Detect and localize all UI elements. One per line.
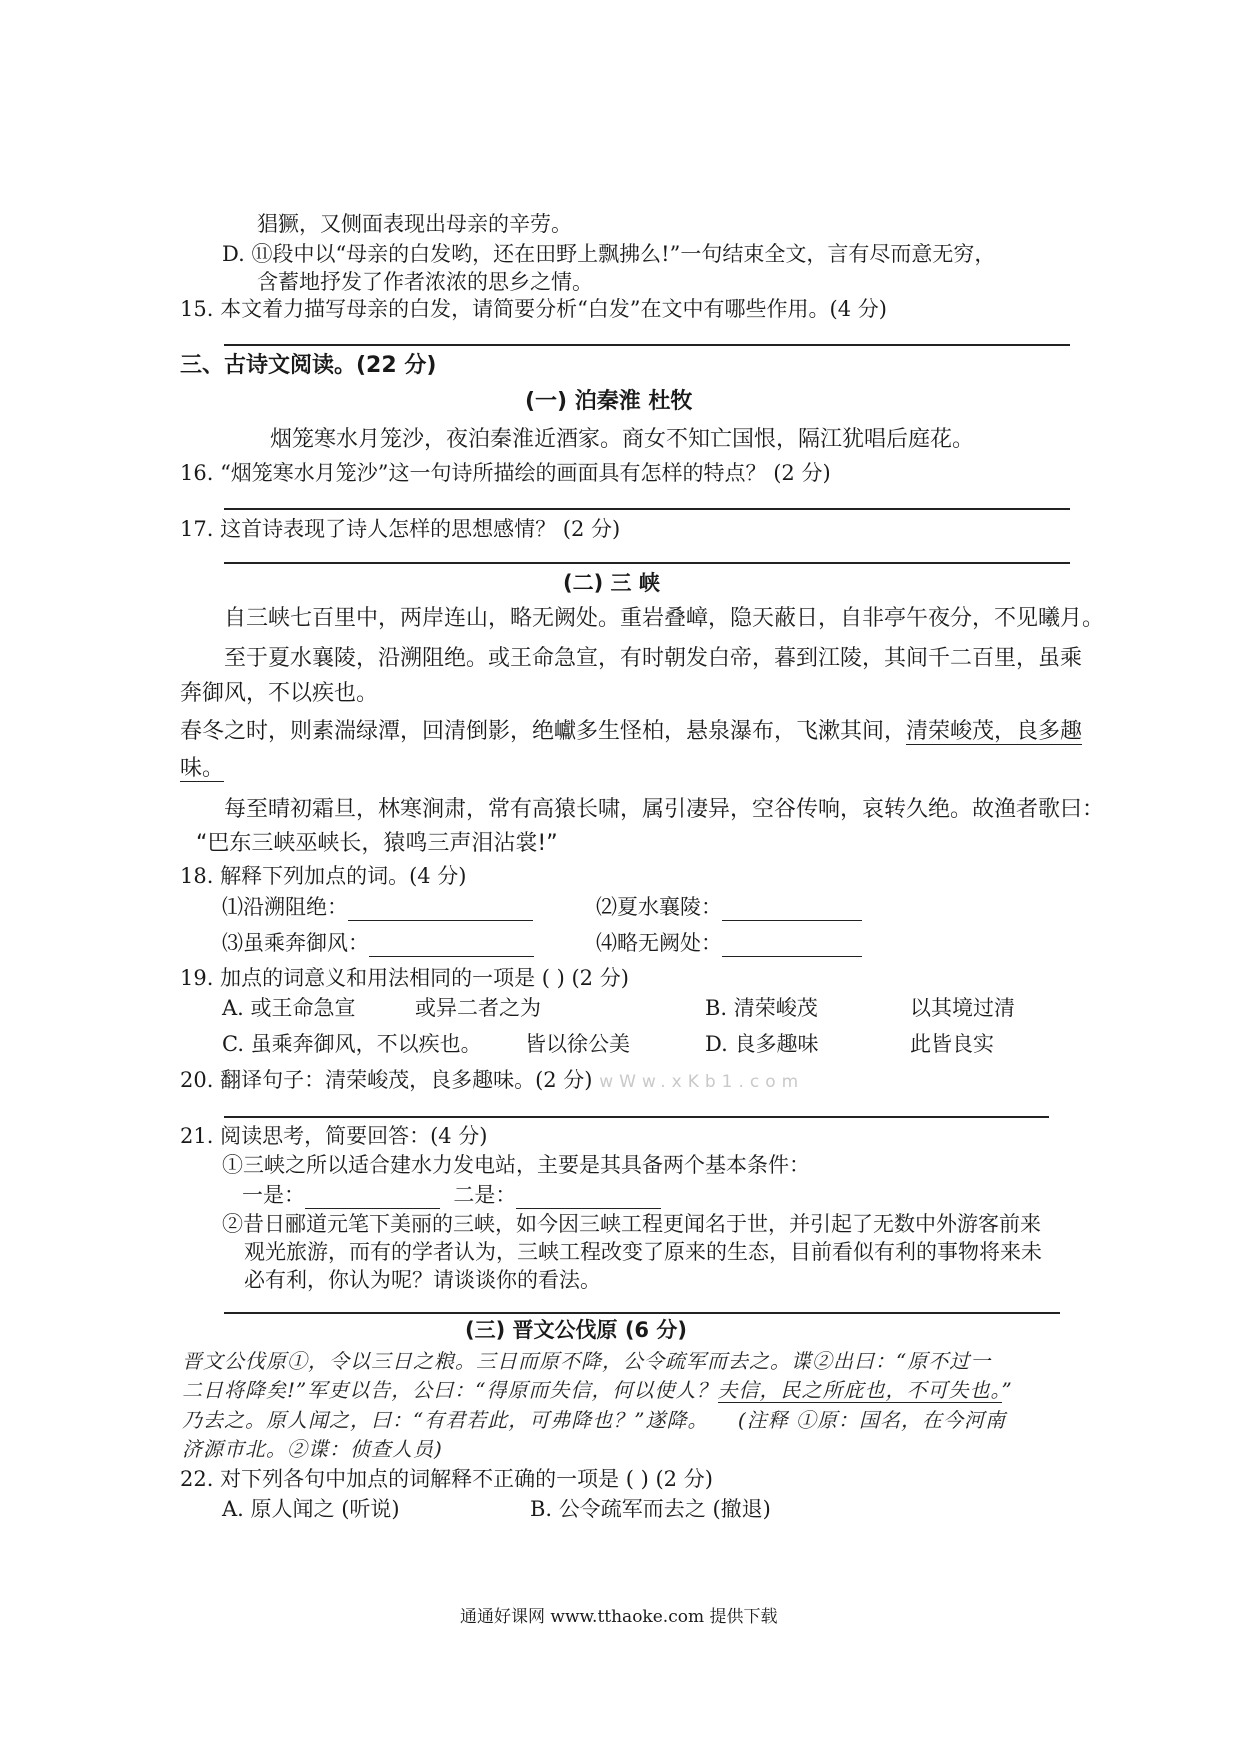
q19-option-b-left: B. 清荣峻茂: [705, 996, 818, 1020]
question-20: 20. 翻译句子：清荣峻茂，良多趣味。(2 分) wWw.xKb1.com: [180, 1068, 805, 1092]
question-17: 17. 这首诗表现了诗人怎样的思想感情？ (2 分): [180, 517, 621, 541]
underlined-phrase: 清荣峻茂，良多趣: [906, 719, 1083, 744]
answer-line-16: [224, 508, 1070, 510]
jinwen-line3: 乃去之。原人闻之，曰：“有君若此，可弗降也？”遂降。 (注释 ①原：国名，在今河南: [182, 1408, 1007, 1432]
poem-text: 烟笼寒水月笼沙，夜泊秦淮近酒家。商女不知亡国恨，隔江犹唱后庭花。: [270, 427, 975, 452]
option-d-line2: 含蓄地抒发了作者浓浓的思乡之情。: [257, 270, 593, 294]
q18-item-4: ⑷略无阙处：: [596, 929, 862, 957]
question-16: 16. “烟笼寒水月笼沙”这一句诗所描绘的画面具有怎样的特点？ (2 分): [180, 461, 831, 485]
jinwen-title: (三) 晋文公伐原 (6 分): [465, 1318, 687, 1342]
answer-line-20: [224, 1116, 1049, 1118]
answer-line-15: [224, 344, 1070, 346]
question-19: 19. 加点的词意义和用法相同的一项是 ( ) (2 分): [180, 966, 629, 990]
q21-sub-2b: 观光旅游，而有的学者认为，三峡工程改变了原来的生态，目前看似有利的事物将来未: [244, 1240, 1042, 1264]
question-15: 15. 本文着力描写母亲的白发，请简要分析“白发”在文中有哪些作用。(4 分): [180, 297, 887, 321]
answer-blank[interactable]: [348, 898, 533, 921]
option-d-line1: D. ⑪段中以“母亲的白发哟，还在田野上飘拂么!”一句结束全文，言有尽而意无穷，: [222, 242, 996, 266]
answer-line-21: [224, 1312, 1060, 1314]
answer-blank[interactable]: [722, 934, 862, 957]
sanxia-p1: 自三峡七百里中，两岸连山，略无阙处。重岩叠嶂，隐天蔽日，自非亭午夜分，不见曦月。: [224, 606, 1105, 631]
answer-blank[interactable]: [369, 934, 534, 957]
q21-sub-2a: ②昔日郦道元笔下美丽的三峡，如今因三峡工程更闻名于世，并引起了无数中外游客前来: [222, 1212, 1041, 1236]
watermark-text: wWw.xKb1.com: [599, 1072, 805, 1092]
q21-blanks: 一是： 二是：: [242, 1181, 661, 1209]
question-21: 21. 阅读思考，简要回答：(4 分): [180, 1124, 488, 1148]
q19-option-c-right: 皆以徐公美: [525, 1032, 630, 1056]
sanxia-p4a: 每至晴初霜旦，林寒涧肃，常有高猿长啸，属引凄异，空谷传响，哀转久绝。故渔者歌曰：: [224, 797, 1105, 822]
q18-item-3: ⑶虽乘奔御风：: [222, 929, 534, 957]
jinwen-line2: 二日将降矣!”军吏以告，公曰：“得原而失信，何以使人？夫信，民之所庇也，不可失也。”: [182, 1378, 1013, 1402]
q18-item-1: ⑴沿溯阻绝：: [222, 893, 533, 921]
q21-sub-2c: 必有利，你认为呢？请谈谈你的看法。: [244, 1268, 601, 1292]
q18-item-2: ⑵夏水襄陵：: [596, 893, 862, 921]
answer-blank[interactable]: [722, 898, 862, 921]
q21-sub-1: ①三峡之所以适合建水力发电站，主要是其具备两个基本条件：: [222, 1153, 810, 1177]
footer-text: 通通好课网 www.tthaoke.com 提供下载: [460, 1607, 778, 1627]
q19-option-d-left: D. 良多趣味: [705, 1032, 819, 1056]
jinwen-line1: 晋文公伐原①，令以三日之粮。三日而原不降，公令疏军而去之。谍②出曰：“原不过一: [182, 1349, 992, 1373]
question-22: 22. 对下列各句中加点的词解释不正确的一项是 ( ) (2 分): [180, 1467, 713, 1491]
answer-line-17: [224, 562, 1070, 564]
q22-option-b: B. 公令疏军而去之 (撤退): [530, 1497, 771, 1521]
underlined-phrase: 夫信，民之所庇也，不可失也。: [717, 1378, 1002, 1402]
sanxia-title: (二) 三 峡: [563, 571, 660, 595]
jinwen-line4: 济源市北。②谍：侦查人员): [182, 1437, 443, 1461]
sanxia-p2a: 至于夏水襄陵，沿溯阻绝。或王命急宣，有时朝发白帝，暮到江陵，其间千二百里，虽乘: [224, 646, 1083, 671]
sanxia-p2b: 奔御风，不以疾也。: [180, 681, 379, 706]
sanxia-p4b: “巴东三峡巫峡长，猿鸣三声泪沾裳!”: [196, 831, 558, 856]
section-3-heading: 三、古诗文阅读。(22 分): [180, 353, 437, 378]
sanxia-p3a: 春冬之时，则素湍绿潭，回清倒影，绝巘多生怪柏，悬泉瀑布，飞漱其间，清荣峻茂，良多趣: [180, 719, 1083, 744]
question-18: 18. 解释下列加点的词。(4 分): [180, 864, 467, 888]
q22-option-a: A. 原人闻之 (听说): [222, 1497, 400, 1521]
q19-option-a-left: A. 或王命急宣: [222, 996, 356, 1020]
q19-option-b-right: 以其境过清: [910, 996, 1015, 1020]
sanxia-p3b: 味。: [180, 756, 225, 781]
q19-option-a-right: 或异二者之为: [415, 996, 541, 1020]
q19-option-d-right: 此皆良实: [910, 1032, 994, 1056]
answer-blank[interactable]: [305, 1186, 440, 1209]
poem-title: (一) 泊秦淮 杜牧: [525, 389, 693, 414]
option-c-continuation: 猖獗，又侧面表现出母亲的辛劳。: [257, 212, 572, 236]
q19-option-c-left: C. 虽乘奔御风，不以疾也。: [222, 1032, 482, 1056]
answer-blank[interactable]: [516, 1186, 661, 1209]
